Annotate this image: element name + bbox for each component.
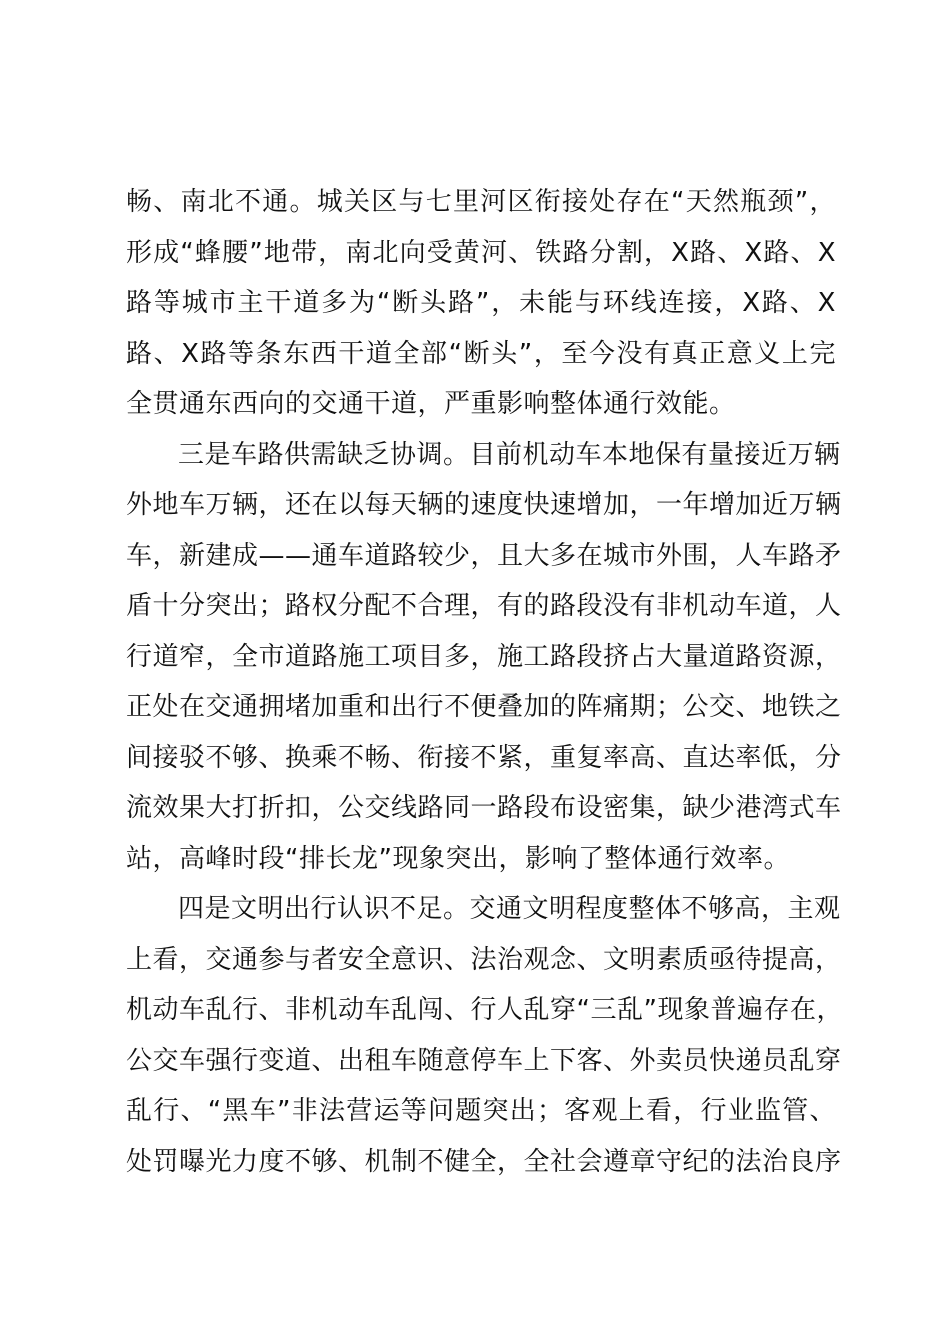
text-line: 路等城市主干道多为“断头路”，未能与环线连接，X路、X <box>126 288 836 318</box>
text-line: 四是文明出行认识不足。交通文明程度整体不够高，主观 <box>178 894 841 924</box>
text-line: 形成“蜂腰”地带，南北向受黄河、铁路分割，X路、X路、X <box>126 237 836 268</box>
text-line: 全贯通东西向的交通干道，严重影响整体通行效能。 <box>126 389 736 419</box>
text-line: 乱行、“黑车”非法营运等问题突出；客观上看，行业监管、 <box>126 1096 836 1126</box>
text-line: 路、X路等条东西干道全部“断头”，至今没有真正意义上完 <box>126 338 836 369</box>
text-line: 外地车万辆，还在以每天辆的速度快速增加，一年增加近万辆 <box>126 490 842 520</box>
text-line: 公交车强行变道、出租车随意停车上下客、外卖员快递员乱穿 <box>126 1045 842 1076</box>
text-line: 上看，交通参与者安全意识、法治观念、文明素质亟待提高， <box>126 944 842 975</box>
text-line: 盾十分突出；路权分配不合理，有的路段没有非机动车道，人 <box>126 591 842 621</box>
text-line: 流效果大打折扣，公交线路同一路段布设密集，缺少港湾式车 <box>126 793 842 823</box>
text-line: 车，新建成——通车道路较少，且大多在城市外围，人车路矛 <box>126 540 842 571</box>
text-line: 站，高峰时段“排长龙”现象突出，影响了整体通行效率。 <box>126 843 790 874</box>
text-line: 间接驳不够、换乘不畅、衔接不紧，重复率高、直达率低，分 <box>126 742 842 773</box>
text-line: 机动车乱行、非机动车乱闯、行人乱穿“三乱”现象普遍存在， <box>126 995 843 1025</box>
text-line: 畅、南北不通。城关区与七里河区衔接处存在“天然瓶颈”， <box>126 187 836 217</box>
text-line: 处罚曝光力度不够、机制不健全，全社会遵章守纪的法治良序 <box>126 1146 842 1177</box>
document-body <box>126 177 843 1187</box>
text-line: 三是车路供需缺乏协调。目前机动车本地保有量接近万辆 <box>178 439 841 470</box>
text-line: 正处在交通拥堵加重和出行不便叠加的阵痛期；公交、地铁之 <box>126 692 842 722</box>
text-line: 行道窄，全市道路施工项目多，施工路段挤占大量道路资源， <box>126 641 842 672</box>
